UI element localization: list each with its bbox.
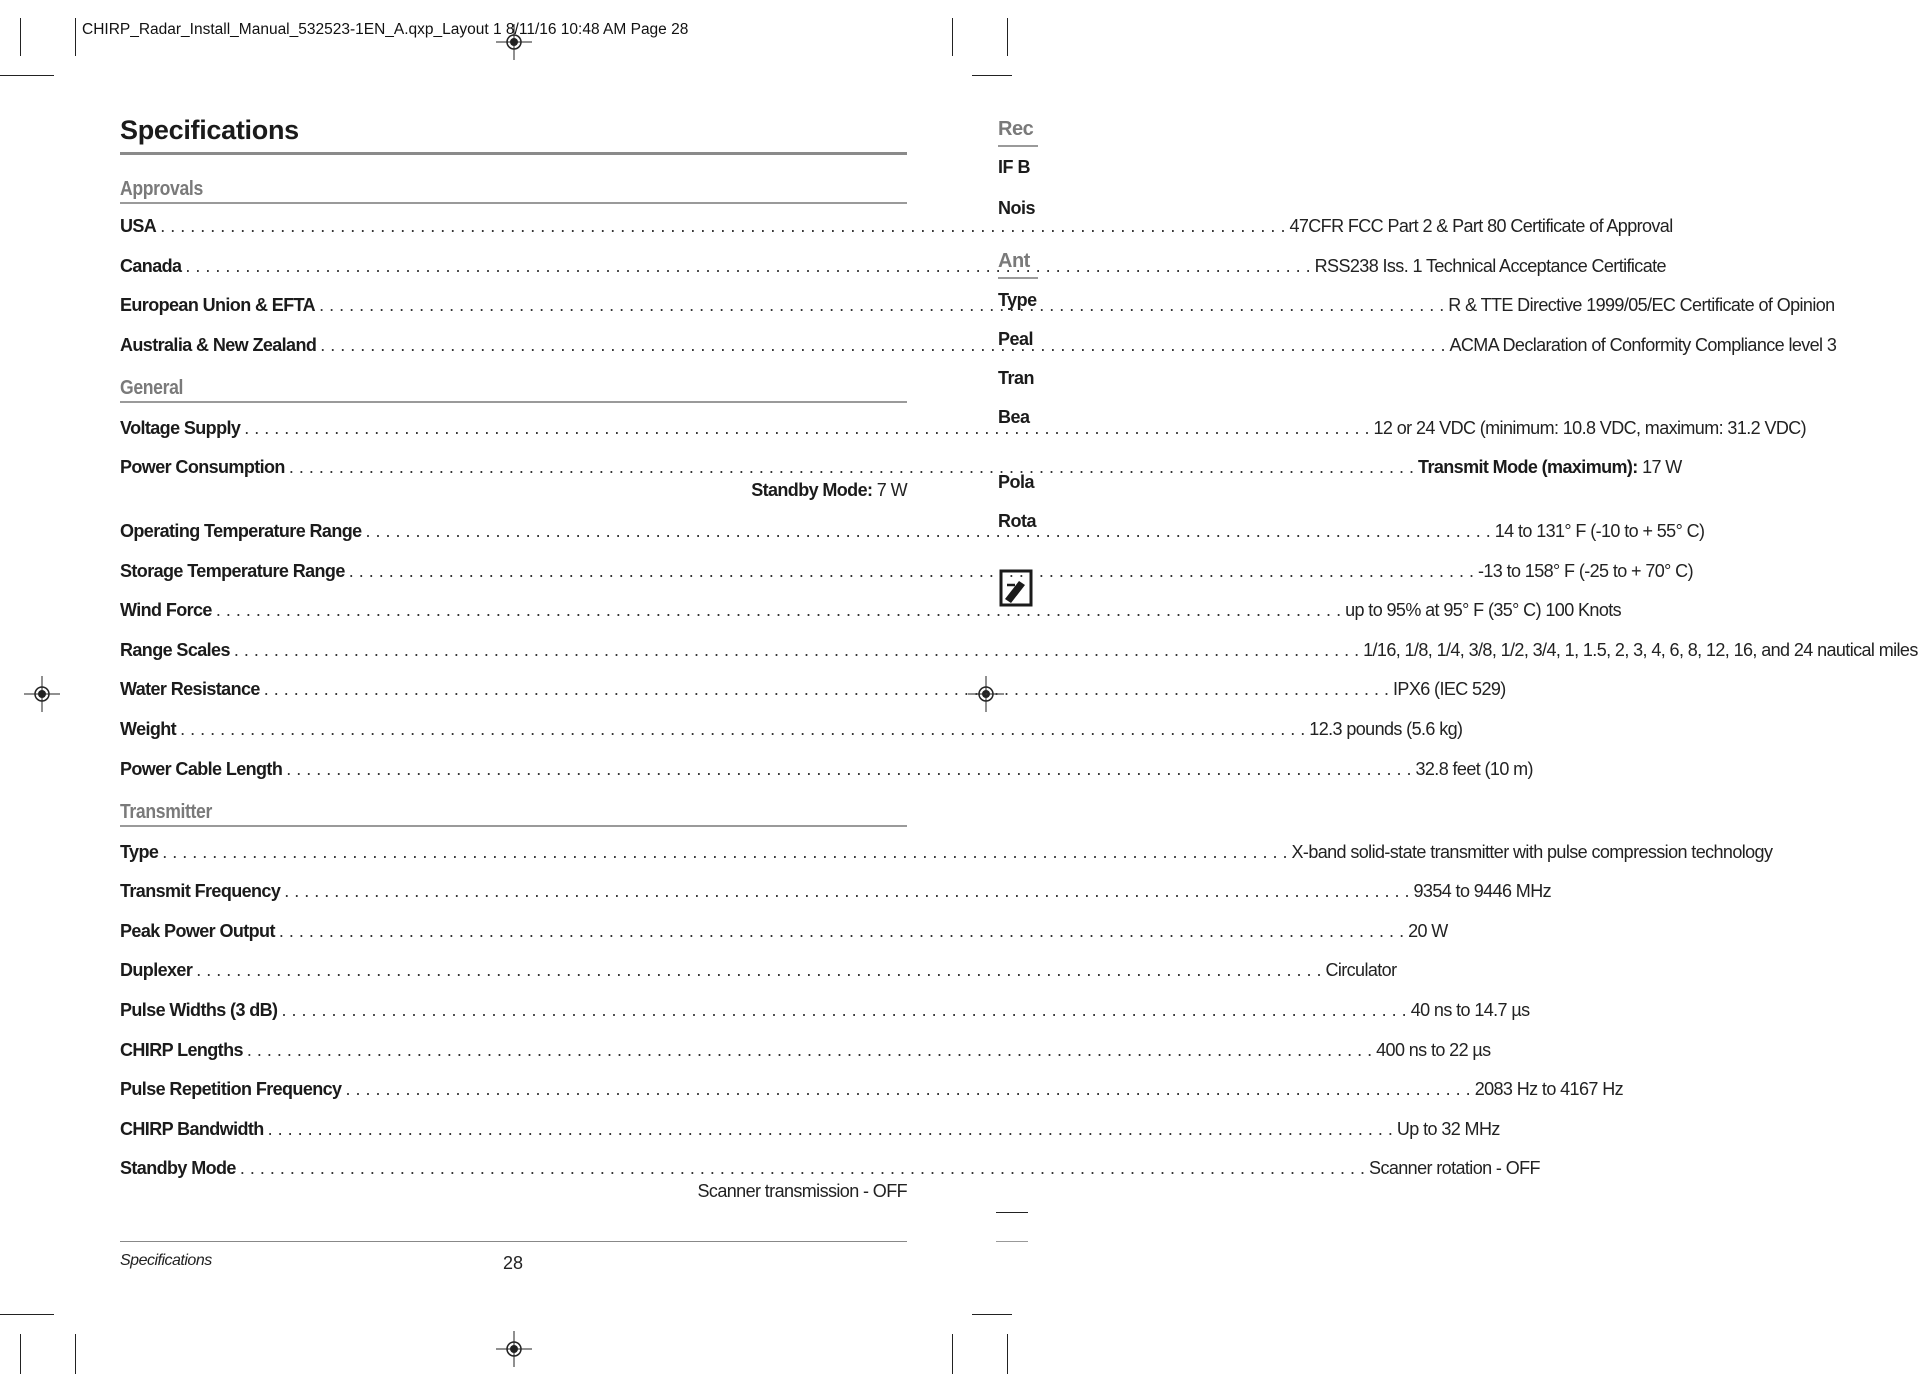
spec-value-label: Transmit Mode (maximum): [1418, 457, 1638, 478]
crop-mark [20, 1334, 21, 1374]
section-heading: Approvals [120, 178, 203, 200]
spec-value-text: Circulator [1325, 960, 1397, 981]
spec-value-text: 12 or 24 VDC (minimum: 10.8 VDC, maximum: 31.2 VDC) [1373, 417, 1807, 438]
footer-rule [120, 1241, 907, 1242]
edge-section-heading: Rec [998, 118, 1034, 140]
edge-spec-label: Tran [998, 368, 1035, 388]
spec-value-text: 7 W [872, 480, 907, 501]
dot-leader [320, 334, 1445, 356]
registration-mark-left [24, 676, 60, 712]
spec-value [1411, 999, 1530, 1021]
spec-value [1376, 1039, 1490, 1061]
section-heading: General [120, 376, 184, 399]
notes-icon [999, 569, 1028, 607]
spec-value-continuation [120, 1179, 907, 1203]
spec-value-text: 400 ns to 22 µs [1376, 1039, 1491, 1060]
spec-label: USA [120, 216, 157, 236]
spec-value [1408, 920, 1448, 942]
dot-leader [240, 1157, 1365, 1179]
spec-label: Duplexer [120, 960, 193, 981]
spec-value-text: X-band solid-state transmitter with pulse compression technology [1291, 841, 1773, 862]
dot-leader [180, 718, 1305, 740]
dot-leader [216, 599, 1341, 621]
spec-value-text: IPX6 (IEC 529) [1393, 679, 1506, 700]
section-rule [120, 202, 907, 204]
spec-value-text: up to 95% at 95° F (35° C) 100 Knots [1345, 600, 1622, 621]
spec-value [1450, 334, 1837, 356]
spec-value [1369, 1157, 1540, 1179]
crop-mark [0, 1314, 54, 1315]
spec-value [1495, 520, 1705, 542]
spec-label: Water Resistance [120, 679, 260, 700]
spec-label: Voltage Supply [120, 417, 241, 438]
facing-page-edge [998, 0, 1037, 1391]
spec-row [120, 959, 1397, 981]
dot-leader [284, 880, 1409, 902]
page-title: Specifications [120, 115, 299, 145]
dot-leader [286, 758, 1411, 780]
section-rule [120, 401, 907, 403]
spec-value [1309, 718, 1462, 740]
spec-value-text: 17 W [1637, 457, 1682, 478]
spec-value [1418, 456, 1682, 478]
edge-spec-label: Pola [998, 472, 1035, 492]
spec-label: Pulse Repetition Frequency [120, 1079, 342, 1100]
dot-leader [289, 456, 1414, 478]
edge-section-rule [998, 277, 1038, 279]
spec-label: Range Scales [120, 639, 230, 660]
spec-value-text: 20 W [1408, 920, 1448, 941]
spec-row [120, 1157, 1540, 1179]
dot-leader [366, 520, 1491, 542]
spec-label: Transmit Frequency [120, 881, 281, 902]
spec-value-text: R & TTE Directive 1999/05/EC Certificate of Opinion [1448, 295, 1835, 316]
crop-mark [20, 18, 21, 56]
spec-value [1374, 417, 1807, 439]
spec-row [120, 718, 1463, 740]
spec-value [1325, 959, 1396, 981]
edge-spec-label: Peal [998, 329, 1034, 349]
spec-label: Type [120, 841, 159, 862]
spec-value [1415, 758, 1532, 780]
spec-label: CHIRP Bandwidth [120, 1118, 264, 1139]
spec-value [1478, 560, 1693, 582]
footer-section-name: Specifications [120, 1252, 212, 1269]
section-heading: Transmitter [120, 800, 212, 823]
spec-row [120, 880, 1551, 902]
spec-value-text: ACMA Declaration of Conformity Compliance level 3 [1449, 334, 1837, 355]
spec-value-text: 32.8 feet (10 m) [1415, 758, 1533, 779]
dot-leader [281, 999, 1406, 1021]
spec-value-text: 12.3 pounds (5.6 kg) [1309, 718, 1463, 739]
spec-label: Power Consumption [120, 457, 285, 478]
spec-value-text: 47CFR FCC Part 2 & Part 80 Certificate of Approval [1289, 216, 1673, 236]
spec-label: Operating Temperature Range [120, 520, 362, 541]
spec-row [120, 841, 1773, 863]
spec-value-text: Scanner rotation - OFF [1369, 1158, 1540, 1179]
edge-spec-label: Nois [998, 198, 1036, 218]
spec-label: European Union & EFTA [120, 295, 316, 316]
crop-mark [75, 1334, 76, 1374]
edge-section-heading: Ant [998, 250, 1030, 272]
crop-mark [75, 18, 76, 56]
dot-leader [160, 215, 1285, 237]
spec-row [120, 215, 1673, 237]
spec-value-text: 1/16, 1/8, 1/4, 3/8, 1/2, 3/4, 1, 1.5, 2, 3, 4, 6, 8, 12, 16, and 24 nautical miles [1363, 639, 1918, 660]
dot-leader [279, 920, 1404, 942]
edge-spec-label: Rota [998, 511, 1036, 531]
crop-mark [952, 18, 953, 56]
spec-label: Peak Power Output [120, 920, 275, 941]
spec-value-text: 2083 Hz to 4167 Hz [1474, 1079, 1623, 1100]
spec-value [1475, 1078, 1623, 1100]
dot-leader [247, 1039, 1372, 1061]
spec-label: Pulse Widths (3 dB) [120, 999, 278, 1020]
spec-row [120, 639, 1918, 661]
spec-value-text: 9354 to 9446 MHz [1413, 881, 1551, 902]
dot-leader [234, 639, 1359, 661]
spec-row [120, 758, 1533, 780]
spec-value-text: RSS238 Iss. 1 Technical Acceptance Certificate [1314, 255, 1666, 276]
spec-label: Storage Temperature Range [120, 560, 345, 581]
dot-leader [162, 841, 1287, 863]
crop-mark [952, 1334, 953, 1374]
spec-value [1363, 639, 1918, 661]
spec-row [120, 920, 1448, 942]
spec-value-text: Scanner transmission - OFF [697, 1181, 907, 1202]
spec-value-text: Up to 32 MHz [1396, 1118, 1500, 1139]
spec-label: Power Cable Length [120, 758, 283, 779]
spec-label: Wind Force [120, 600, 212, 621]
spec-value [1397, 1118, 1500, 1140]
spec-value-text: 14 to 131° F (-10 to + 55° C) [1494, 520, 1705, 541]
spec-value [1448, 294, 1834, 316]
dot-leader [268, 1118, 1393, 1140]
dot-leader [196, 959, 1321, 981]
spec-value [1289, 215, 1672, 237]
crop-mark [0, 75, 54, 76]
spec-row [120, 560, 1693, 582]
dot-leader [349, 560, 1474, 582]
spec-value-text: 40 ns to 14.7 µs [1410, 999, 1530, 1020]
spec-value [1315, 255, 1666, 277]
spec-row [120, 1039, 1491, 1061]
spec-label: CHIRP Lengths [120, 1039, 243, 1060]
print-slug: CHIRP_Radar_Install_Manual_532523-1EN_A.qxp_Layout 1 8/11/16 10:48 AM Page 28 [82, 21, 689, 38]
edge-spec-label: Type [998, 290, 1037, 310]
spec-label: Canada [120, 255, 182, 276]
title-rule [120, 152, 907, 155]
spec-value-text: -13 to 158° F (-25 to + 70° C) [1477, 560, 1693, 581]
spec-value [1393, 678, 1506, 700]
spec-label: Weight [120, 718, 177, 739]
dot-leader [345, 1078, 1470, 1100]
edge-spec-label: Bea [998, 407, 1030, 427]
spec-value [1292, 841, 1773, 863]
spec-value [1345, 599, 1621, 621]
registration-mark-bottom [496, 1331, 532, 1367]
spec-value [1414, 880, 1552, 902]
spec-row [120, 599, 1622, 621]
spec-row [120, 678, 1506, 700]
spec-value-label: Standby Mode: [751, 480, 873, 501]
spec-label: Standby Mode [120, 1158, 236, 1179]
spec-row [120, 1118, 1500, 1140]
dot-leader [264, 678, 1389, 700]
section-rule [120, 825, 907, 827]
dot-leader [244, 417, 1369, 439]
page-number: 28 [503, 1253, 524, 1273]
edge-section-rule [998, 145, 1038, 147]
spec-value-continuation [120, 478, 907, 502]
spec-row [120, 999, 1530, 1021]
edge-spec-label: IF B [998, 157, 1030, 177]
spec-label: Australia & New Zealand [120, 334, 317, 355]
spec-row [120, 456, 1682, 478]
dot-leader [319, 294, 1444, 316]
dot-leader [185, 255, 1310, 277]
spec-row [120, 1078, 1623, 1100]
